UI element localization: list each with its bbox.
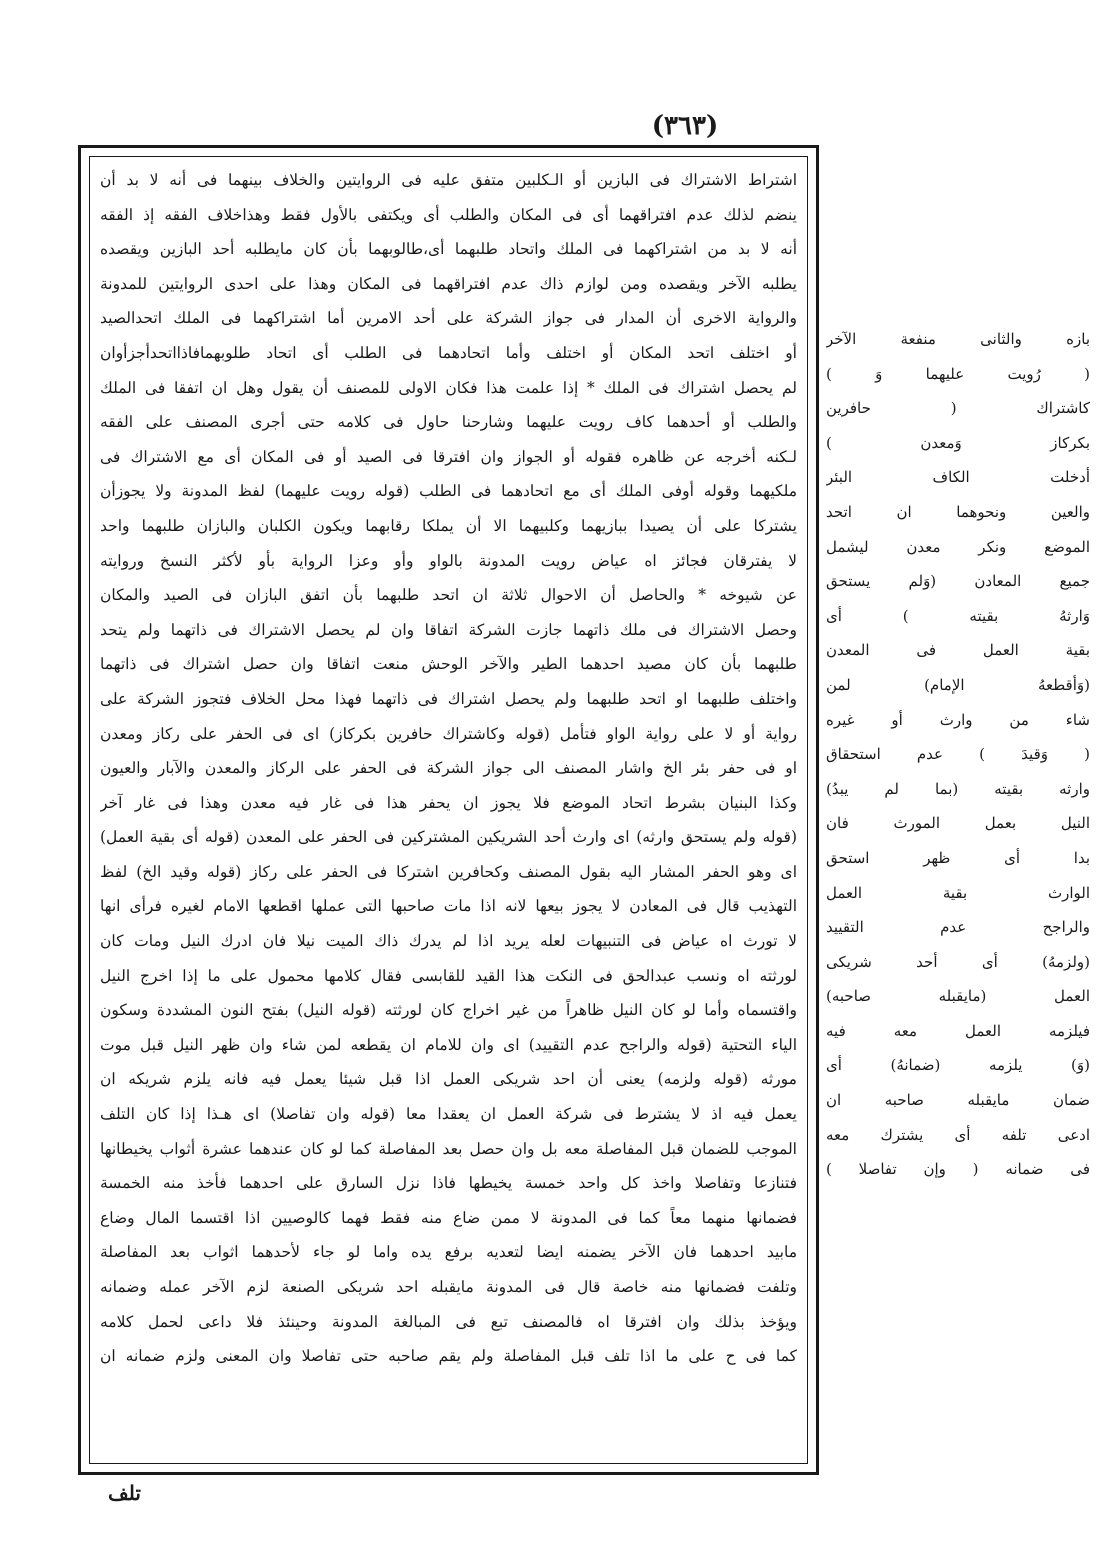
main-text-line: لورثته اه ونسب عبدالحق فى النكت هذا القيد للقابسى فقال كلامها محمول على ما إذا اخرج النيل bbox=[100, 966, 797, 985]
margin-text-line: العمل (مايقبله صاحبه) bbox=[826, 987, 1090, 1006]
main-text-line: اى وهو الحفر المشار اليه بقول المصنف وكحافرين اشتركا فى الحفر على ركاز (قوله وقيد الخ) لفظ bbox=[100, 862, 797, 881]
main-text-line: فضمانها منهما معاً كما فى المدونة لا ممن ضاع منه فقط فهما كالوصيين اذا اقتسما المال وضاع bbox=[100, 1208, 797, 1227]
margin-text-line: والراجح عدم التقييد bbox=[826, 918, 1090, 937]
margin-text-line: النيل بعمل المورث فان bbox=[826, 814, 1090, 833]
main-text-line: وكذا البنيان بشرط اتحاد الموضع فلا يجوز ان يحفر هذا فى غار فيه معدن وهذا فى غار آخر bbox=[100, 793, 797, 812]
main-text-line: والرواية الاخرى أن المدار فى جواز الشركة على أحد الامرين أما اشتراكهما فى الملك اتحدالصيد bbox=[100, 309, 797, 328]
margin-text-line: (ولزمهُ) أى أحد شريكى bbox=[826, 952, 1090, 971]
margin-text-line: بازه والثانى منفعة الآخر bbox=[826, 330, 1090, 348]
main-text-line: لا تورث اه عياض فى التنبيهات لعله يريد اذا لم يدرك ذاك الميت نيلا فان ادرك النيل ومات كان bbox=[100, 932, 797, 951]
main-text-line: لا يفترقان فجائز اه عياض رويت المدونة بالواو وأو وعزا الرواية بأو لأكثر النسخ وروايته bbox=[100, 551, 797, 570]
margin-text-line: والعين ونحوهما ان اتحد bbox=[826, 502, 1090, 521]
margin-text-line: (وَأقطعهُ الإمام) لمن bbox=[826, 675, 1090, 694]
margin-text-line: الموضع ونكر معدن ليشمل bbox=[826, 537, 1090, 556]
main-text-line: يطلبه الآخر ويقصده ومن لوازم ذاك عدم افتراقهما فى المكان وهذا على احدى الروايتين للمدونة bbox=[100, 274, 797, 293]
main-text-line: يشتركا على أن يصيدا ببازيهما وكلبيهما الا أن يملكا رقابهما ويكون الكلبان والبازان طلبهما واحد bbox=[100, 516, 797, 535]
main-text-line: وحصل الاشتراك فى ملك ذاتهما جازت الشركة اتفاقا وان لم يحصل الاشتراك فى ذاتهما ولم يتحد bbox=[100, 620, 797, 639]
main-text-line: والطلب أو أحدهما كاف رويت عليهما وشارحنا حاول فى كلامه حتى أجرى المصنف على الفقه bbox=[100, 413, 797, 432]
margin-text-line: فى ضمانه ( وإن تفاصلا ) bbox=[826, 1160, 1090, 1179]
margin-commentary bbox=[826, 322, 1090, 1187]
margin-text-line: جميع المعادن (وَلم يستحق bbox=[826, 572, 1090, 591]
margin-text-line: ( رُويت عليهما وَ ) bbox=[826, 364, 1090, 383]
main-text-frame bbox=[78, 145, 819, 1475]
margin-text-line: أدخلت الكاف البئر bbox=[826, 468, 1090, 487]
margin-text-line: ( وَقيدَ ) عدم استحقاق bbox=[826, 745, 1090, 764]
margin-text-line: بقية العمل فى المعدن bbox=[826, 641, 1090, 660]
main-text-line: أنه لا بد من اشتراكهما فى الملك واتحاد طلبهما أى،طالوبهما بأن كان مايطلبه أحد البازين ويقصده bbox=[100, 240, 797, 259]
main-text-line: لم يحصل اشتراك فى الملك * إذا علمت هذا فكان الاولى للمصنف أن يقول وهل ان اتفقا فى الملك bbox=[100, 378, 797, 397]
margin-text-line: بكركاز وَمعدن ) bbox=[826, 433, 1090, 452]
main-text-line: رواية أو لا على رواية الواو فتأمل (قوله وكاشتراك حافرين بكركاز) اى فى الحفر على ركاز ومعدن bbox=[100, 724, 797, 743]
main-text-line: ينضم لذلك عدم افتراقهما أى فى المكان والطلب أى ويكتفى بالأول فقط وهذاخلاف الفقه إذ الفقه bbox=[100, 205, 797, 224]
main-text-line: واقتسماه وأما لو كان النيل ظاهراً من غير اخراج كان لورثته (قوله النيل) بفتح النون المشددة وسكون bbox=[100, 1001, 797, 1020]
main-text-line: كما فى ح على ما اذا تلف قبل المفاصلة ولم يقم صاحبه حتى تفاصلا وان المعنى ولزم ضمانه ان bbox=[100, 1347, 797, 1366]
main-text-line: مورثه (قوله ولزمه) يعنى أن احد شريكى العمل اذا قبل شيئا يعمل فيه فانه يلزم شريكه ان bbox=[100, 1070, 797, 1089]
margin-text-line: وَارثهُ بقيته ) أى bbox=[826, 606, 1090, 625]
page-number: (٣٦٣) bbox=[651, 111, 719, 141]
main-text-line: يعمل فيه اذ لا يشترط فى شركة العمل ان يعقدا معا (قوله وان تفاصلا) اى هـذا إذا كان التلف bbox=[100, 1105, 797, 1124]
margin-text-line: (وَ) يلزمه (ضمانهُ) أى bbox=[826, 1056, 1090, 1075]
main-text-line: الياء التحتية (قوله والراجح عدم التقييد) اى وان للامام ان يقطعه لمن شاء وان ظهر النيل قبل موت bbox=[100, 1035, 797, 1054]
main-text-line: اشتراط الاشتراك فى البازين أو الـكلبين متفق عليه فى الروايتين والخلاف بينهما فى أنه لا بد أن bbox=[100, 171, 797, 189]
main-text-line: مابيد احدهما فان الآخر يضمنه ايضا لتعديه برفع يده واما لو جاء لأحدهما اثواب بعد المفاصلة bbox=[100, 1243, 797, 1262]
catchword: تلف bbox=[108, 1481, 141, 1505]
margin-text-line: شاء من وارث أو غيره bbox=[826, 710, 1090, 729]
margin-text-line: ضمان مايقبله صاحبه ان bbox=[826, 1091, 1090, 1110]
main-text-line: (قوله ولم يستحق وارثه) اى وارث أحد الشريكين المشتركين فى الحفر على المعدن (قوله أى بقية العمل) bbox=[100, 828, 797, 847]
margin-text-line: وارثه بقيته (بما لم يبدُ) bbox=[826, 779, 1090, 798]
margin-text-line: الوارث بقية العمل bbox=[826, 883, 1090, 902]
main-text-line: ويؤخذ بذلك وان افترقا اه فالمصنف تبع فى المبالغة المدونة وحينئذ فلا داعى لحمل كلامه bbox=[100, 1312, 797, 1331]
main-text-line: وتلفت فضمانها منه خاصة قال فى المدونة مايقبله احد شريكى الصنعة لزم الآخر عمله وضمانه bbox=[100, 1278, 797, 1296]
main-text-line: التهذيب قال فى المعادن لا يجوز بيعها لانه اذا مات صاحبها التى عملها اقطعها الامام لغيره فرأى انها bbox=[100, 897, 797, 916]
margin-text-line: كاشتراك ( حافرين bbox=[826, 399, 1090, 418]
margin-text-line: فيلزمه العمل معه فيه bbox=[826, 1021, 1090, 1040]
main-text-line: أو اختلف اتحد المكان أو اختلف وأما اتحادهما فى الطلب أى اتحاد طلوبهمافاذااتحدأجزأوان bbox=[100, 343, 797, 362]
main-text-line: فتنازعا وتفاصلا واخذ كل واحد خمسة يخيطها فاذا نزل السارق على احدهما فأخذ منه الخمسة bbox=[100, 1174, 797, 1193]
main-text-line: او فى حفر بئر الخ واشار المصنف الى جواز الشركة فى الحفر على الركاز والمعدن والآبار والعيون bbox=[100, 759, 797, 778]
main-text-block bbox=[89, 156, 808, 1464]
main-text-line: ملكيهما وقوله أوفى الملك أى مع اتحادهما فى الطلب (قوله رويت عليهما) لفظ المدونة ولا يجوزأن bbox=[100, 482, 797, 501]
margin-text-line: بدا أى ظهر استحق bbox=[826, 848, 1090, 867]
main-text-line: طلبهما بأن كان مصيد احدهما الطير والآخر الوحش منعت اتفاقا وان حصل اشتراك فى ذاتهما bbox=[100, 655, 797, 674]
main-text-line: الموجب للضمان قبل المفاصلة معه بل وان حصل بعد المفاصلة كما لو كان عندهما عشرة أثواب يخيطانها bbox=[100, 1139, 797, 1158]
main-text-line: عن شيوخه * والحاصل أن الاحوال ثلاثة ان اتحد طلبهما بأن اتفق البازان فى الصيد والمكان bbox=[100, 586, 797, 605]
margin-text-line: ادعى تلفه أى يشترك معه bbox=[826, 1125, 1090, 1144]
main-text-line: لـكنه أخرجه عن ظاهره فقوله أو الجواز وان افترقا فى الصيد أو فى المكان أى مع الاشتراك فى bbox=[100, 447, 797, 466]
main-text-line: واختلف طلبهما او اتحد طلبهما ولم يحصل اشتراك فى ذاتهما فهذا محل الخلاف فتجوز الشركة على bbox=[100, 689, 797, 708]
